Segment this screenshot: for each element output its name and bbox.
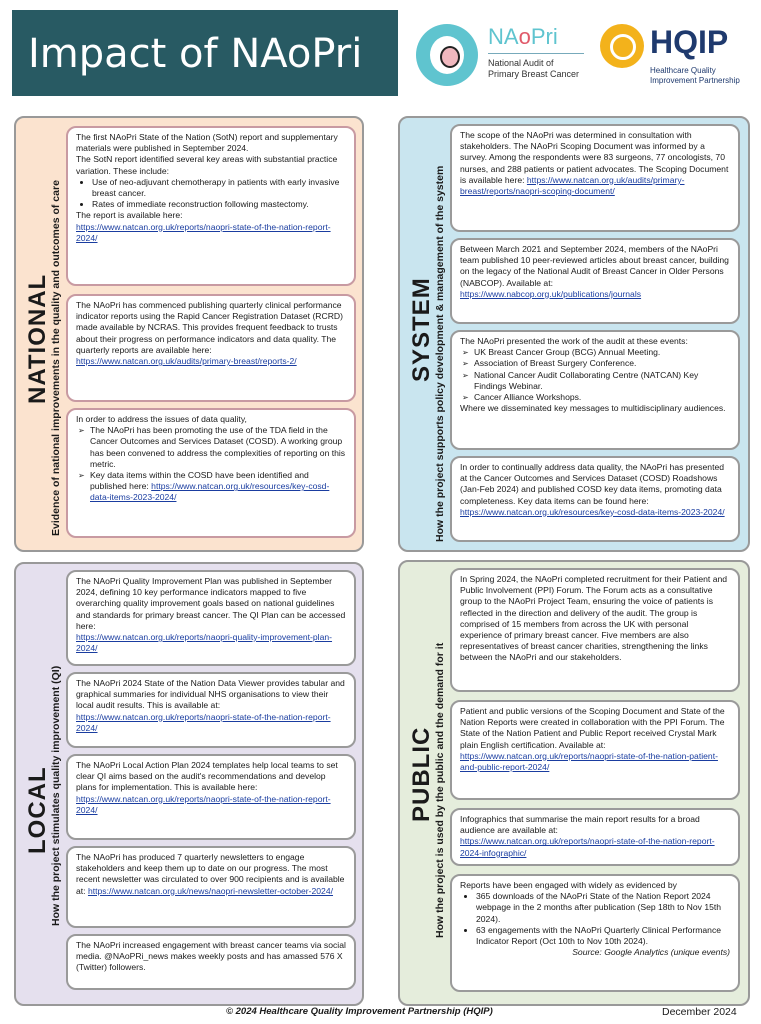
national-data-quality-box: In order to address the issues of data quality, ➢ The NAoPri has been promoting the use of the TDA field in the Cancer Outcomes and Services Dataset (COSD). A working group has been convened to address the complexities of reporting on this metric. ➢ Key data items within the COSD have been identified and published here: https://www.natcan.org.uk/resources/key-cosd-data-items-2023-2024/: [66, 408, 356, 538]
public-sublabel: How the project is used by the public and the demand for it: [434, 642, 446, 938]
local-qi-plan-box: The NAoPri Quality Improvement Plan was published in September 2024, defining 10 key performance indicators mapped to five overarching quality improvement goals based on national guidelines and standards for primary breast cancer. The QI Plan can be accessed here: https://www.natcan.org.uk/reports/naopri-quality-improvement-plan-2024/: [66, 570, 356, 666]
patient-report-link[interactable]: https://www.natcan.org.uk/reports/naopri-state-of-the-nation-patient-and-public-report-2024/: [460, 750, 718, 773]
quarterly-reports-link[interactable]: https://www.natcan.org.uk/audits/primary-breast/reports-2/: [76, 356, 297, 367]
national-sublabel: Evidence of national improvements in the quality and outcomes of care: [50, 180, 62, 536]
newsletter-link[interactable]: https://www.natcan.org.uk/news/naopri-newsletter-october-2024/: [87, 885, 334, 896]
national-sotn-box: The first NAoPri State of the Nation (SotN) report and supplementary materials were published in September 2024. The SotN report identified several key areas with substantial practice variation. These include: • Use of neo-adjuvant chemotherapy in patients with early invasive breast cancer. • Rates of immediate reconstruction following mastectomy. The report is available here: https://www.natcan.org.uk/reports/naopri-state-of-the-nation-report-2024/: [66, 126, 356, 286]
naopri-logo-name: NAoPri: [488, 24, 558, 49]
scoping-document-link[interactable]: https://www.natcan.org.uk/audits/primary-breast/reports/naopri-scoping-document/: [460, 174, 685, 197]
public-section: [398, 560, 750, 1006]
footer: [0, 1003, 761, 1023]
local-newsletter-box: The NAoPri has produced 7 quarterly newsletters to engage stakeholders and keep them up to date on our progress. The most recent newsletter was circulated to over 900 recipients and is available at: https://www.natcan.org.uk/news/naopri-newsletter-october-2024/: [66, 846, 356, 928]
public-engagement-box: Reports have been engaged with widely as evidenced by • 365 downloads of the NAoPri State of the Nation Report 2024 webpage in the 2 months after publication (Sep 18th to Nov 15th 2024). • 63 engagements with the NAoPri Quarterly Clinical Performance Indicator Report (Oct 10th to Nov 10th 2024). Source: Google Analytics (unique events): [450, 874, 740, 992]
public-patient-report-box: Patient and public versions of the Scoping Document and State of the Nation Reports were created in collaboration with the PPI Forum. The State of the Nation Patient and Public Report received Crystal Mark plain English certification. Available at: https://www.natcan.org.uk/reports/naopri-state-of-the-nation-patient-and-public-report-2024/: [450, 700, 740, 800]
analytics-source: Source: Google Analytics (unique events): [572, 947, 730, 958]
system-cosd-box: In order to continually address data quality, the NAoPri has presented at the Cancer Outcomes and Services Dataset (COSD) Roadshows (Jan-Feb 2024) and published COSD key data items, promoting data completeness. Key data items can be found here: https://www.natcan.org.uk/resources/key-cosd-data-items-2023-2024/: [450, 456, 740, 542]
local-action-plan-link[interactable]: https://www.natcan.org.uk/reports/naopri-state-of-the-nation-report-2024/: [76, 793, 331, 815]
system-events-box: The NAoPri presented the work of the audit at these events: ➢ UK Breast Cancer Group (BCG) Annual Meeting. ➢ Association of Breast Surgery Conference. ➢ National Cancer Audit Collaborating Centre (NATCAN) Key Findings Webinar. ➢ Cancer Alliance Workshops. Where we disseminated key messages to multidisciplinary audiences.: [450, 330, 740, 450]
system-sublabel: How the project supports policy development & management of the system: [434, 165, 446, 542]
publications-link[interactable]: https://www.nabcop.org.uk/publications/journals: [460, 288, 642, 299]
footer-date: December 2024: [662, 1006, 737, 1018]
hqip-logo-name: HQIP: [650, 24, 729, 60]
national-label: NATIONAL: [24, 273, 51, 404]
local-social-media-box: The NAoPri increased engagement with breast cancer teams via social media. @NAoPRi_news makes weekly posts and has amassed 576 X (Twitter) followers.: [66, 934, 356, 990]
system-label: SYSTEM: [408, 277, 435, 382]
national-quarterly-reports-box: The NAoPri has commenced publishing quarterly clinical performance indicator reports using the Rapid Cancer Registration Dataset (RCRD) made available by NCRAS. This provides frequent feedback to trusts about their progress on performance indicators and data quality. The quarterly reports are available here: https://www.natcan.org.uk/audits/primary-breast/reports-2/: [66, 294, 356, 402]
system-scoping-box: The scope of the NAoPri was determined in consultation with stakeholders. The NAoPri Scoping Document was informed by a survey. Among the respondents were 83 surgeons, 77 oncologists, 70 nurses, and 288 patients or patient advocates. The Scoping Document is available here: https://www.natcan.org.uk/audits/primary-breast/reports/naopri-scoping-document/: [450, 124, 740, 232]
copyright: © 2024 Healthcare Quality Improvement Partnership (HQIP): [226, 1006, 493, 1017]
public-ppi-forum-box: In Spring 2024, the NAoPri completed recruitment for their Patient and Public Involvement (PPI) Forum. The Forum acts as a consultative group to the NAoPri Project Team, ensuring the voice of patients is reflected in the direction and delivery of the audit. The group is comprised of 15 members from across the UK with personal experience of primary breast cancer. Five members are also representatives of breast cancer charities, strengthening the links between the NAoPri and our stakeholders.: [450, 568, 740, 692]
data-viewer-link[interactable]: https://www.natcan.org.uk/reports/naopri-state-of-the-nation-report-2024/: [76, 711, 331, 733]
local-data-viewer-box: The NAoPri 2024 State of the Nation Data Viewer provides tabular and graphical summaries for individual NHS organisations to view their local audit results. This is available at: https://www.natcan.org.uk/reports/naopri-state-of-the-nation-report-2024/: [66, 672, 356, 748]
sotn-report-link[interactable]: https://www.natcan.org.uk/reports/naopri-state-of-the-nation-report-2024/: [76, 221, 331, 243]
naopri-logo-subtitle: National Audit of Primary Breast Cancer: [488, 58, 580, 79]
hqip-logo-subtitle: Healthcare Quality Improvement Partnership: [650, 66, 740, 85]
public-infographics-box: Infographics that summarise the main report results for a broad audience are available at: https://www.natcan.org.uk/reports/naopri-state-of-the-nation-report-2024-infographic/: [450, 808, 740, 866]
local-label: LOCAL: [24, 766, 51, 854]
cosd-items-link[interactable]: https://www.natcan.org.uk/resources/key-cosd-data-items-2023-2024/: [460, 506, 725, 517]
system-publications-box: Between March 2021 and September 2024, members of the NAoPri team published 10 peer-reviewed articles about breast cancer, building on the legacy of the National Audit of Breast Cancer in Older Persons (NABCOP). Available at: https://www.nabcop.org.uk/publications/journals: [450, 238, 740, 324]
public-label: PUBLIC: [408, 726, 435, 822]
naopri-logo: [408, 20, 588, 92]
title-banner: [12, 10, 398, 96]
system-section: [398, 116, 750, 552]
local-action-plan-box: The NAoPri Local Action Plan 2024 templates help local teams to set clear QI aims based on the audit's recommendations and develop plans for implementation. This is available here: https://www.natcan.org.uk/reports/naopri-state-of-the-nation-report-2024/: [66, 754, 356, 840]
local-section: [14, 562, 364, 1006]
hqip-logo-icon: [600, 24, 644, 68]
qi-plan-link[interactable]: https://www.natcan.org.uk/reports/naopri-quality-improvement-plan-2024/: [76, 632, 333, 654]
national-section: [14, 116, 364, 552]
page-title: Impact of NAoPri: [28, 31, 363, 77]
infographic-link[interactable]: https://www.natcan.org.uk/reports/naopri-state-of-the-nation-report-2024-infographic/: [460, 836, 715, 858]
hqip-logo: [596, 20, 756, 92]
key-cosd-items-link[interactable]: https://www.natcan.org.uk/resources/key-cosd-data-items-2023-2024/: [90, 481, 330, 503]
local-sublabel: How the project stimulates quality improvement (QI): [50, 665, 62, 926]
